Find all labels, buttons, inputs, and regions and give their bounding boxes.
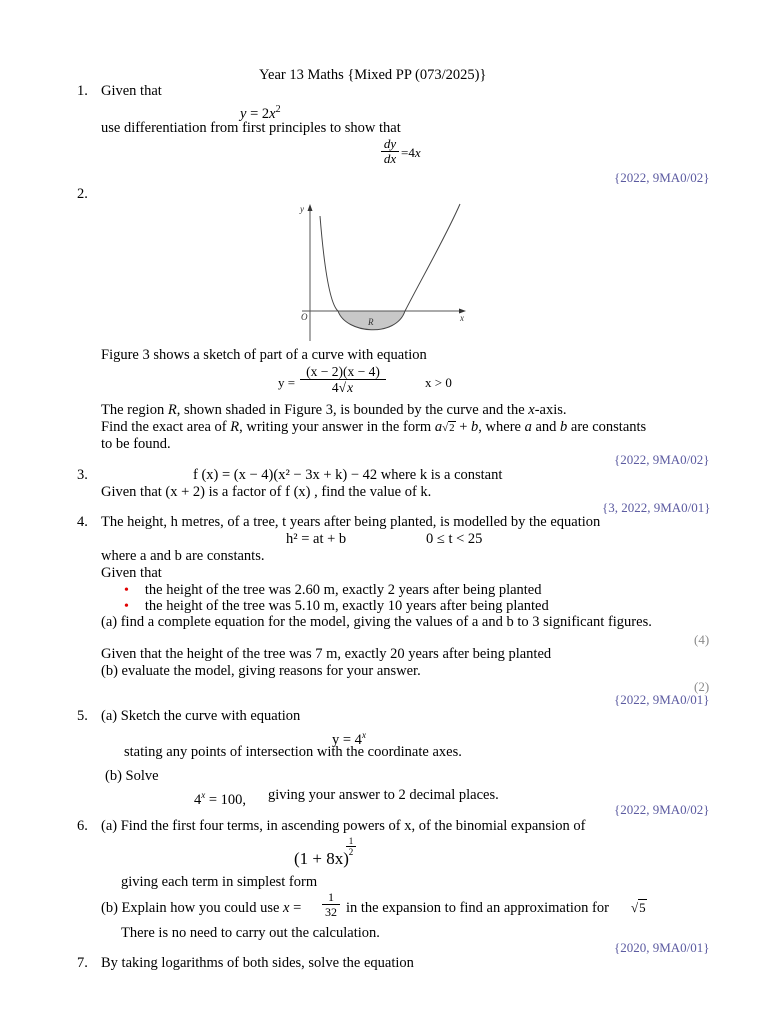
y-axis-arrow: [308, 204, 313, 211]
q5-reference: {2022, 9MA0/02}: [614, 802, 710, 817]
q4-part-b: (b) evaluate the model, giving reasons for your answer.: [101, 663, 421, 679]
q2-line4: to be found.: [101, 436, 171, 452]
q2-line2: The region R, shown shaded in Figure 3, is bounded by the curve and the x-axis.: [101, 402, 567, 418]
q6-part-b-cont: in the expansion to find an approximation for: [346, 900, 609, 916]
q2-line1: Figure 3 shows a sketch of part of a curve with equation: [101, 347, 427, 363]
q1-derivative-rhs: =4x: [401, 145, 421, 160]
q2-line3: Find the exact area of R, writing your answer in the form a√2 + b, where a and b are constants: [101, 419, 647, 435]
page-title: Year 13 Maths {Mixed PP (073/2025)}: [259, 67, 487, 83]
q6-sqrt5: √5: [631, 900, 646, 915]
q6-part-a: (a) Find the first four terms, in ascending powers of x, of the binomial expansion of: [101, 818, 586, 834]
q1-intro: Given that: [101, 83, 162, 99]
q5-solve-equation: $4^x = 100$,: [194, 790, 247, 808]
q4-bullet-2: • the height of the tree was 5.10 m, exactly 10 years after being planted: [124, 598, 549, 614]
q4-mark-a: (4): [694, 632, 710, 647]
q1-instruction: use differentiation from first principles to show that: [101, 120, 401, 136]
question-number-7: 7.: [77, 955, 88, 971]
q5-part-b: (b) Solve: [105, 768, 159, 784]
q5-part-a: (a) Sketch the curve with equation: [101, 708, 301, 724]
q4-line1: The height, h metres, of a tree, t years after being planted, is modelled by the equation: [101, 514, 601, 530]
q3-reference: {3, 2022, 9MA0/01}: [602, 500, 711, 515]
q6-exponent-fraction: 1 2: [346, 836, 356, 857]
q4-range: 0 ≤ t < 25: [426, 531, 483, 547]
q4-line3: Given that: [101, 565, 162, 581]
question-number-5: 5.: [77, 708, 88, 724]
q5-solve-note: giving your answer to 2 decimal places.: [268, 787, 499, 803]
figure-3-sketch: [288, 196, 478, 346]
question-number-1: 1.: [77, 83, 88, 99]
q1-reference: {2022, 9MA0/02}: [614, 170, 710, 185]
q1-derivative-fraction: dy dx: [381, 137, 399, 166]
question-number-3: 3.: [77, 467, 88, 483]
q6-x-fraction: 1 32: [322, 890, 340, 919]
q2-reference: {2022, 9MA0/02}: [614, 452, 710, 467]
q6-part-b: (b) Explain how you could use x =: [101, 900, 302, 916]
q2-eq-condition: x > 0: [425, 375, 452, 390]
q6-binomial-expression: (1 + 8x): [294, 849, 349, 868]
y-axis-label: y: [300, 204, 304, 214]
q5-line2: stating any points of intersection with the coordinate axes.: [124, 744, 462, 760]
q4-line4: Given that the height of the tree was 7 m, exactly 20 years after being planted: [101, 646, 552, 662]
q4-line2: where a and b are constants.: [101, 548, 265, 564]
q6-reference: {2020, 9MA0/01}: [614, 940, 710, 955]
question-number-6: 6.: [77, 818, 88, 834]
q4-reference: {2022, 9MA0/01}: [614, 692, 710, 707]
q4-bullet-1: • the height of the tree was 2.60 m, exactly 2 years after being planted: [124, 582, 542, 598]
q2-eq-y: y =: [278, 375, 296, 390]
q4-part-a: (a) find a complete equation for the model, giving the values of a and b to 3 significant figures.: [101, 614, 652, 630]
q4-mark-b: (2): [694, 679, 710, 694]
region-label: R: [368, 317, 374, 327]
q3-equation: f (x) = (x − 4)(x² − 3x + k) − 42 where k is a constant: [193, 467, 503, 483]
origin-label: O: [301, 312, 308, 322]
q2-eq-fraction: (x − 2)(x − 4) 4√x: [300, 364, 386, 395]
q6-line3: There is no need to carry out the calculation.: [121, 925, 380, 941]
question-number-2: 2.: [77, 186, 88, 202]
question-number-4: 4.: [77, 514, 88, 530]
q5-equation: $y = 4^x$: [332, 730, 366, 748]
q3-line2: Given that (x + 2) is a factor of f (x) , find the value of k.: [101, 484, 432, 500]
q4-equation: h² = at + b: [286, 531, 347, 547]
x-axis-label: x: [460, 313, 464, 323]
q1-equation: $y = 2x^2$: [240, 104, 281, 122]
q6-line2: giving each term in simplest form: [121, 874, 318, 890]
q7-line1: By taking logarithms of both sides, solve the equation: [101, 955, 414, 971]
